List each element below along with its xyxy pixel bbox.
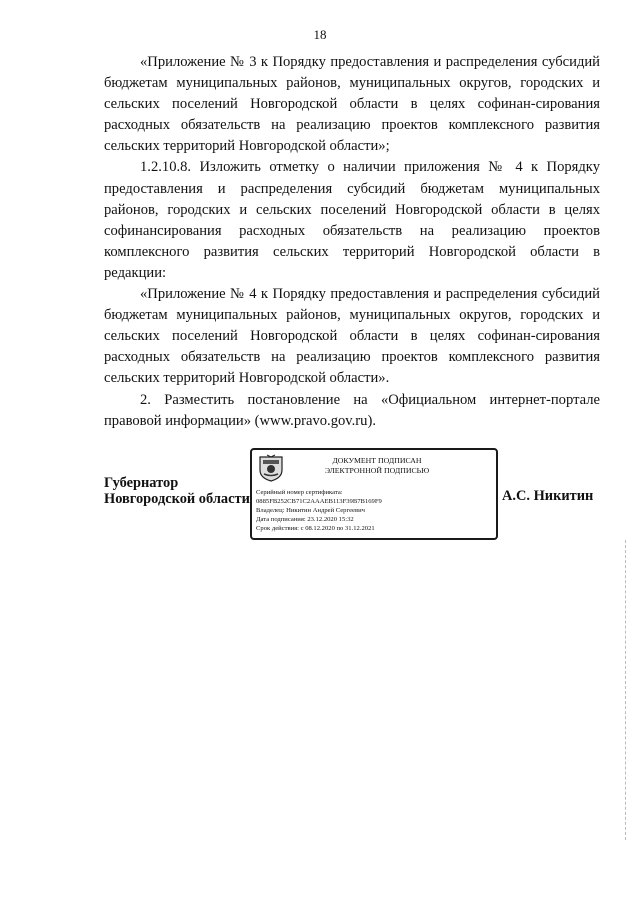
page-number: 18 — [313, 27, 327, 42]
document-body — [104, 52, 600, 432]
signer-title-line1: Губернатор — [104, 475, 179, 491]
stamp-header-line1: ДОКУМЕНТ ПОДПИСАН — [332, 456, 422, 465]
signer-name: А.С. Никитин — [502, 488, 594, 504]
stamp-details — [256, 488, 382, 533]
stamp-header — [292, 456, 462, 476]
stamp-cert-number: 0885FB252CB71C2AAAEB113F39B7B169F9 — [256, 498, 382, 505]
signature-block — [104, 448, 604, 548]
stamp-header-line2: ЭЛЕКТРОННОЙ ПОДПИСЬЮ — [324, 466, 430, 475]
electronic-signature-stamp — [250, 448, 498, 540]
paragraph-appendix-3: «Приложение № 3 к Порядку предоставления и распределения субсидий бюджетам муниципальных районов, муниципальных округов, городских и сельских поселений Новгородской области в целях софинан-сирования расходных обязательств на реализацию проектов комплексного развития сельских территорий Новгородской области»; — [104, 54, 600, 155]
paragraph-appendix-4: «Приложение № 4 к Порядку предоставления и распределения субсидий бюджетам муниципальных районов, муниципальных округов, городских и сельских поселений Новгородской области в целях софинан-сирования расходных обязательств на реализацию проектов комплексного развития сельских территорий Новгородской области». — [104, 286, 600, 387]
novgorod-coat-of-arms-icon — [258, 454, 284, 482]
signer-title — [104, 475, 250, 507]
stamp-signed-date: Дата подписания: 23.12.2020 15:32 — [256, 516, 354, 523]
stamp-validity: Срок действия: с 08.12.2020 по 31.12.2021 — [256, 525, 375, 532]
signer-title-line2: Новгородской области — [104, 491, 250, 507]
paragraph-1-2-10-8: 1.2.10.8. Изложить отметку о наличии приложения № 4 к Порядку предоставления и распределения субсидий бюджетам муниципальных районов, городских и сельских поселений Новгородской области в целях софинансирования расходных обязательств на реализацию проектов комплексного развития сельских территорий Новгородской области в редакции: — [104, 159, 600, 281]
stamp-cert-label: Серийный номер сертификата: — [256, 489, 343, 496]
scan-edge-artifact — [625, 540, 627, 840]
stamp-owner: Владелец: Никитин Андрей Сергеевич — [256, 507, 365, 514]
paragraph-publication: 2. Разместить постановление на «Официальном интернет-портале правовой информации» (www.pravo.gov.ru). — [104, 391, 600, 429]
